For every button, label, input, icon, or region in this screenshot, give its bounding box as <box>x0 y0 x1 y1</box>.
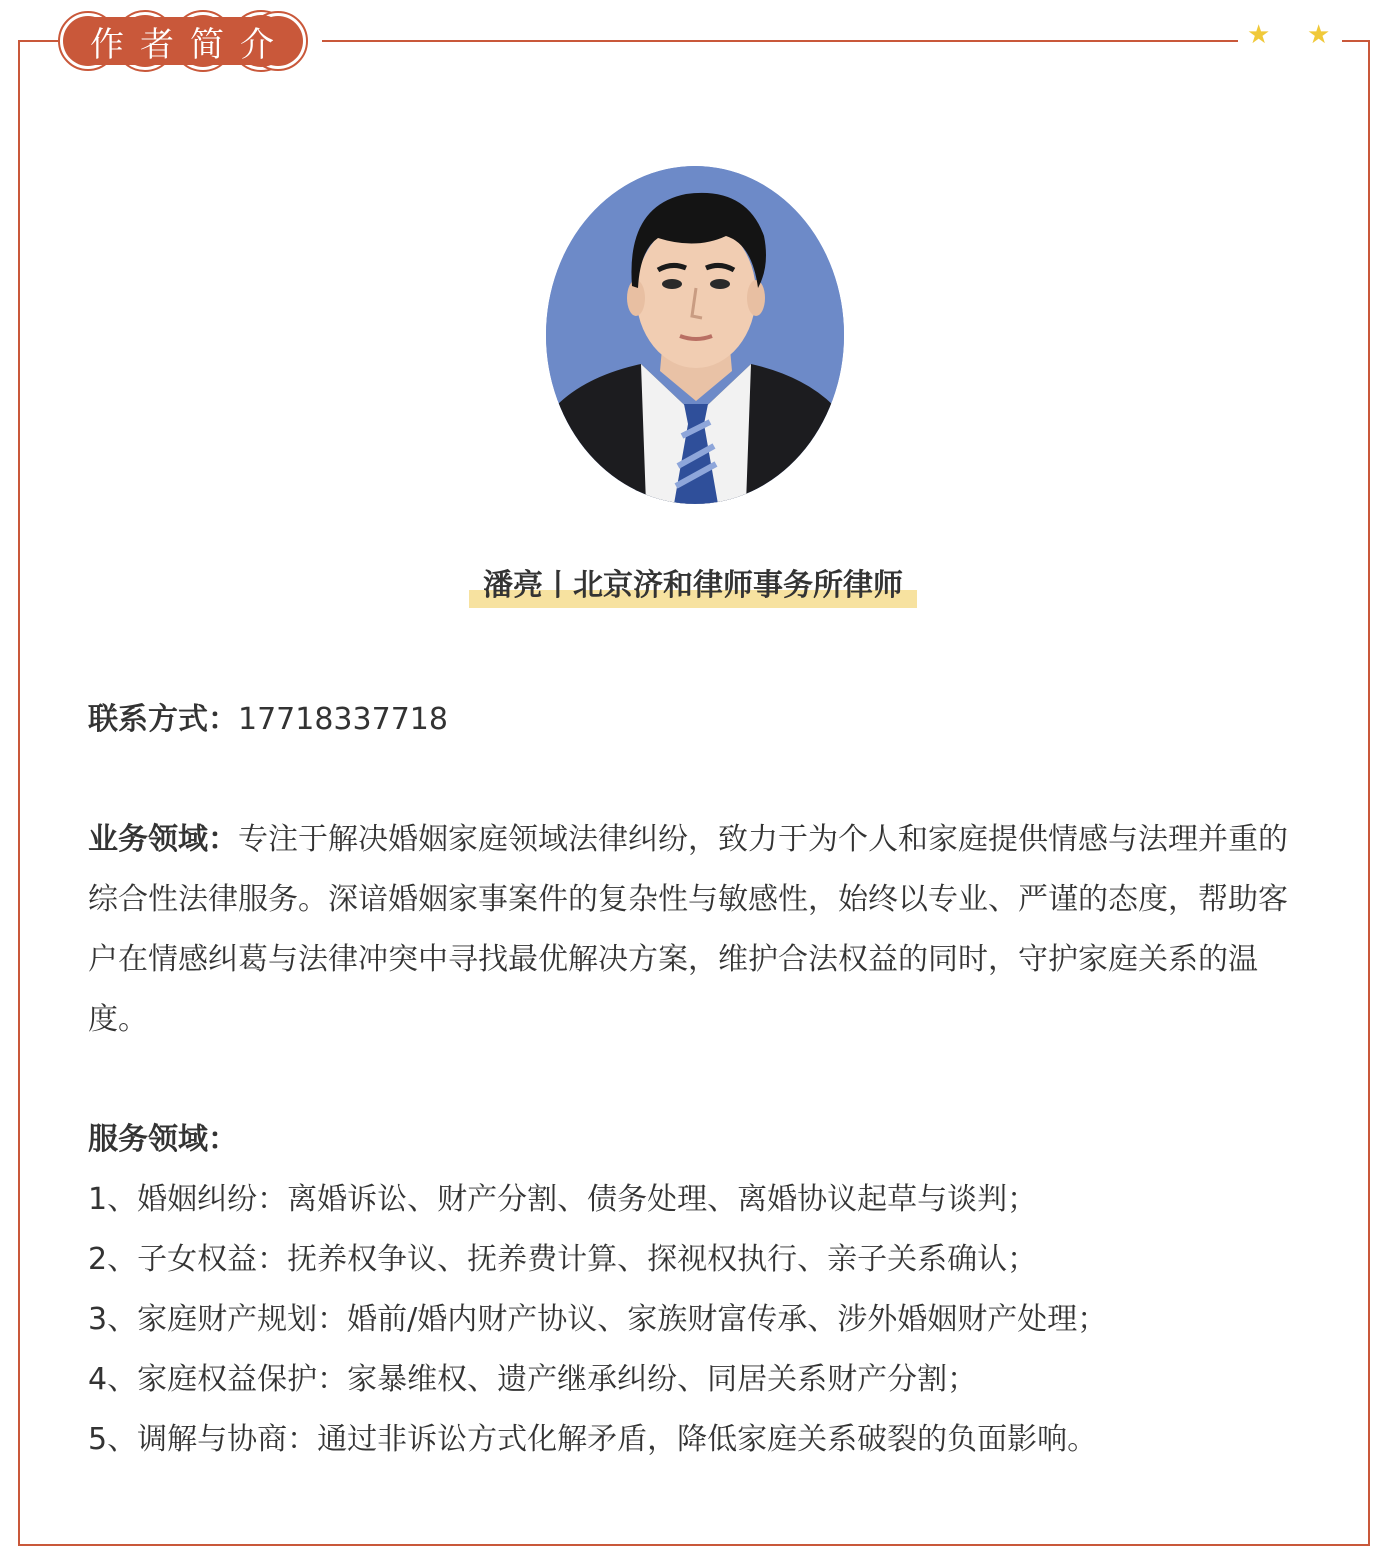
spacer <box>88 1050 1302 1110</box>
service-item: 1、婚姻纠纷：离婚诉讼、财产分割、债务处理、离婚协议起草与谈判； <box>88 1182 1038 1217</box>
services-label: 服务领域： <box>88 1122 238 1157</box>
business-text: 专注于解决婚姻家庭领域法律纠纷，致力于为个人和家庭提供情感与法理并重的综合性法律服务。深谙婚姻家事案件的复杂性与敏感性，始终以专业、严谨的态度，帮助客户在情感纠葛与法律冲突中寻找最优解决方案，维护合法权益的同时，守护家庭关系的温度。 <box>88 822 1288 1037</box>
border-top-left <box>18 40 58 42</box>
business-paragraph <box>88 810 1302 1050</box>
business-label: 业务领域： <box>88 822 238 857</box>
lawyer-name-title: 潘亮丨北京济和律师事务所律师 <box>469 560 917 608</box>
contact-phone: 17718337718 <box>238 702 448 737</box>
spacer <box>88 750 1302 810</box>
name-title-row <box>0 560 1386 608</box>
service-item: 4、家庭权益保护：家暴维权、遗产继承纠纷、同居关系财产分割； <box>88 1362 978 1397</box>
section-title-badge <box>56 2 308 80</box>
contact-line <box>88 690 1302 750</box>
star-icon: ★ <box>1247 20 1271 50</box>
lawyer-portrait <box>546 166 844 504</box>
service-item: 2、子女权益：抚养权争议、抚养费计算、探视权执行、亲子关系确认； <box>88 1242 1038 1277</box>
section-title: 作者简介 <box>90 24 290 65</box>
contact-label: 联系方式： <box>88 702 238 737</box>
star-icon: ★ <box>1307 20 1331 50</box>
portrait-illustration <box>546 166 844 504</box>
border-top-right <box>1342 40 1370 42</box>
service-item: 5、调解与协商：通过非诉讼方式化解矛盾，降低家庭关系破裂的负面影响。 <box>88 1422 1098 1457</box>
service-item: 3、家庭财产规划：婚前/婚内财产协议、家族财富传承、涉外婚姻财产处理； <box>88 1302 1108 1337</box>
border-top-middle <box>322 40 1238 42</box>
profile-content <box>88 690 1302 1470</box>
